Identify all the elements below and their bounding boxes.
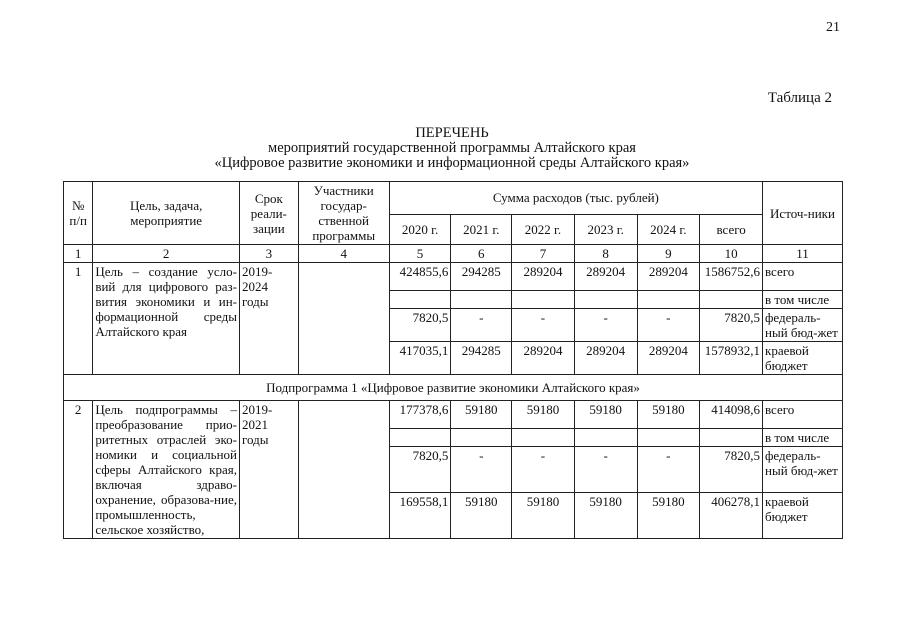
value-2021: 59180 xyxy=(451,401,512,429)
value-2021: 59180 xyxy=(451,493,512,539)
title-line-1: ПЕРЕЧЕНЬ xyxy=(415,125,489,141)
value-2024: 59180 xyxy=(637,493,700,539)
value-2020 xyxy=(389,429,451,447)
table-label: Таблица 2 xyxy=(767,90,832,106)
col-number: 11 xyxy=(763,245,843,263)
row-participants xyxy=(298,401,389,539)
value-2022: 289204 xyxy=(512,342,575,375)
value-total: 7820,5 xyxy=(700,309,763,342)
header-2020: 2020 г. xyxy=(389,214,451,244)
source: в том числе xyxy=(763,429,843,447)
value-2020: 417035,1 xyxy=(389,342,451,375)
subprogram-title: Подпрограмма 1 «Цифровое развитие экономики Алтайского края» xyxy=(64,375,843,401)
col-number: 6 xyxy=(451,245,512,263)
row-term: 2019-2024 годы xyxy=(240,263,299,375)
row-participants xyxy=(298,263,389,375)
value-2020: 424855,6 xyxy=(389,263,451,291)
header-2023: 2023 г. xyxy=(574,214,637,244)
col-number: 2 xyxy=(93,245,240,263)
value-2022: 59180 xyxy=(512,401,575,429)
value-2024: - xyxy=(637,447,700,493)
value-2020: 177378,6 xyxy=(389,401,451,429)
value-2023: 289204 xyxy=(574,342,637,375)
header-sources: Источ-ники xyxy=(763,182,843,245)
value-2021: 294285 xyxy=(451,342,512,375)
subprogram-row xyxy=(64,375,843,401)
col-number: 7 xyxy=(512,245,575,263)
header-goal: Цель, задача, мероприятие xyxy=(93,182,240,245)
header-row-1 xyxy=(64,182,843,215)
value-2023: 59180 xyxy=(574,493,637,539)
value-2020 xyxy=(389,291,451,309)
column-number-row xyxy=(64,245,843,263)
header-2021: 2021 г. xyxy=(451,214,512,244)
value-2021 xyxy=(451,291,512,309)
row-term: 2019-2021 годы xyxy=(240,401,299,539)
value-2020: 169558,1 xyxy=(389,493,451,539)
value-2021: - xyxy=(451,309,512,342)
value-2022: 289204 xyxy=(512,263,575,291)
row-number: 2 xyxy=(64,401,93,539)
row-goal: Цель подпрограммы – преобразование прио-ритетных отраслей эко-номики и социальной сферы Алтайского края, включая здраво-охранение, образова-ние, промышленность, сельское хозяйство, xyxy=(93,401,240,539)
value-total: 1578932,1 xyxy=(700,342,763,375)
value-2020: 7820,5 xyxy=(389,447,451,493)
value-2024: 289204 xyxy=(637,263,700,291)
value-2023 xyxy=(574,429,637,447)
source: федераль-ный бюд-жет xyxy=(763,447,843,493)
value-2023 xyxy=(574,291,637,309)
col-number: 3 xyxy=(240,245,299,263)
title-line-2: мероприятий государственной программы Алтайского края xyxy=(268,140,636,156)
page-number: 21 xyxy=(826,20,840,35)
table-row xyxy=(64,263,843,291)
value-2024: 59180 xyxy=(637,401,700,429)
value-2024: 289204 xyxy=(637,342,700,375)
value-2022 xyxy=(512,291,575,309)
col-number: 5 xyxy=(389,245,451,263)
document-title xyxy=(0,126,904,171)
header-2022: 2022 г. xyxy=(512,214,575,244)
source: краевой бюджет xyxy=(763,493,843,539)
value-2021 xyxy=(451,429,512,447)
col-number: 10 xyxy=(700,245,763,263)
value-2023: 59180 xyxy=(574,401,637,429)
header-2024: 2024 г. xyxy=(637,214,700,244)
row-goal: Цель – создание усло-вий для цифрового раз-вития экономики и ин-формационной среды Алтайского края xyxy=(93,263,240,375)
header-participants: Участники государ-ственной программы xyxy=(298,182,389,245)
value-2022: 59180 xyxy=(512,493,575,539)
value-2021: - xyxy=(451,447,512,493)
header-total: всего xyxy=(700,214,763,244)
value-2022: - xyxy=(512,447,575,493)
value-2024 xyxy=(637,291,700,309)
value-2021: 294285 xyxy=(451,263,512,291)
value-2022: - xyxy=(512,309,575,342)
value-2020: 7820,5 xyxy=(389,309,451,342)
header-sum: Сумма расходов (тыс. рублей) xyxy=(389,182,762,215)
row-number: 1 xyxy=(64,263,93,375)
value-total: 1586752,6 xyxy=(700,263,763,291)
value-2024: - xyxy=(637,309,700,342)
value-2023: 289204 xyxy=(574,263,637,291)
header-term: Срок реали-зации xyxy=(240,182,299,245)
value-total: 406278,1 xyxy=(700,493,763,539)
source: федераль-ный бюд-жет xyxy=(763,309,843,342)
value-total xyxy=(700,291,763,309)
source: всего xyxy=(763,263,843,291)
value-2023: - xyxy=(574,309,637,342)
source: в том числе xyxy=(763,291,843,309)
value-total: 414098,6 xyxy=(700,401,763,429)
table-row xyxy=(64,401,843,429)
value-total: 7820,5 xyxy=(700,447,763,493)
header-num: № п/п xyxy=(64,182,93,245)
value-total xyxy=(700,429,763,447)
value-2022 xyxy=(512,429,575,447)
source: всего xyxy=(763,401,843,429)
col-number: 9 xyxy=(637,245,700,263)
col-number: 8 xyxy=(574,245,637,263)
value-2024 xyxy=(637,429,700,447)
col-number: 1 xyxy=(64,245,93,263)
events-table xyxy=(63,181,843,539)
title-line-3: «Цифровое развитие экономики и информационной среды Алтайского края» xyxy=(214,155,690,171)
col-number: 4 xyxy=(298,245,389,263)
source: краевой бюджет xyxy=(763,342,843,375)
value-2023: - xyxy=(574,447,637,493)
